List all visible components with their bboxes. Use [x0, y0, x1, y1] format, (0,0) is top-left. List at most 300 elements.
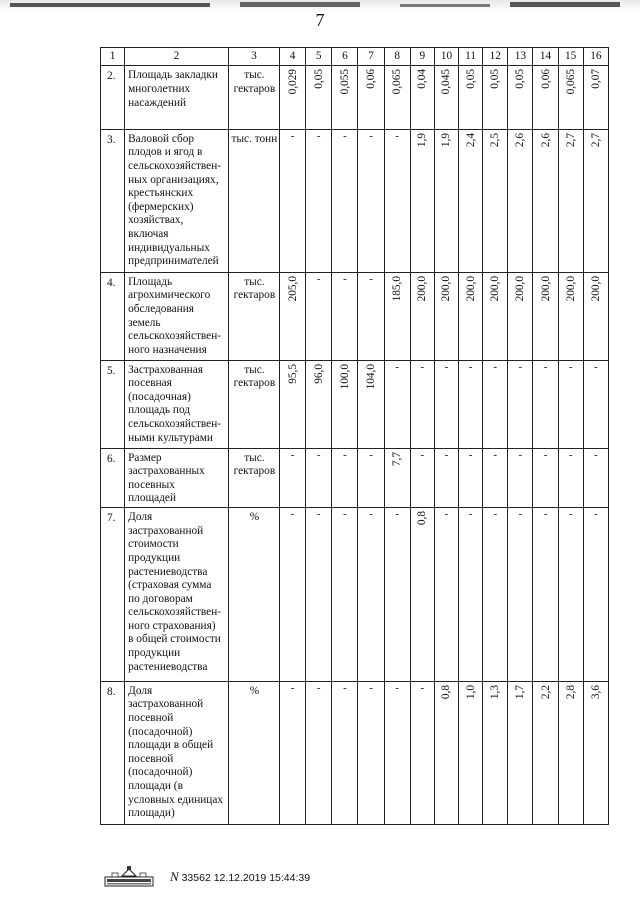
indicator-name [125, 66, 229, 129]
indicator-name-line: индивидуальных [128, 241, 210, 254]
doc-time: 15:44:39 [269, 872, 311, 884]
doc-date: 12.12.2019 [213, 872, 267, 884]
value-cell [483, 66, 508, 129]
dash-value: - [369, 272, 373, 285]
year-value: 0,04 [416, 69, 429, 90]
value-cell [332, 272, 358, 360]
value-cell [459, 508, 483, 682]
indicator-name-line: сельскохозяйствен- [128, 606, 222, 619]
unit-line: тыс. [244, 69, 265, 82]
indicator-name [125, 272, 229, 360]
table-row [101, 448, 609, 508]
header-cell: 5 [306, 48, 332, 66]
value-cell [583, 448, 608, 508]
year-value: 0,065 [391, 69, 404, 95]
scan-artifact [400, 4, 490, 7]
value-cell [434, 681, 458, 824]
table-row [101, 508, 609, 682]
year-value: 200,0 [440, 275, 453, 302]
indicator-name-line: ного страхования) [128, 619, 216, 632]
unit-line: тыс. тонн [231, 132, 278, 145]
indicator-name-line: продукции [128, 551, 181, 564]
value-cell [459, 66, 483, 129]
value-cell [332, 448, 358, 508]
value-cell [508, 360, 533, 448]
indicator-name-line: (страховая сумма [128, 579, 212, 592]
value-cell [508, 508, 533, 682]
indicator-name-line: Размер [128, 451, 162, 464]
value-cell [384, 681, 410, 824]
value-cell [280, 129, 306, 272]
indicator-name-line: (посадочной) [128, 725, 193, 738]
indicator-name-line: площади (в [128, 780, 183, 793]
number-mark: N [170, 869, 179, 884]
unit-line: гектаров [233, 377, 276, 390]
table-row [101, 129, 609, 272]
value-cell [508, 66, 533, 129]
value-cell [483, 272, 508, 360]
year-value: 0,029 [286, 69, 299, 95]
indicator-name-line: ного назначения [128, 343, 207, 356]
unit-cell [228, 448, 279, 508]
indicator-name-line: площади) [128, 807, 175, 820]
table-row [101, 360, 609, 448]
value-cell [558, 681, 583, 824]
row-number: 8. [101, 681, 125, 824]
dash-value: - [290, 508, 295, 521]
year-value: 7,7 [391, 451, 404, 466]
year-value: 100,0 [338, 363, 351, 390]
unit-cell [228, 129, 279, 272]
value-cell [410, 360, 434, 448]
dash-value: - [518, 360, 523, 373]
unit-line: тыс. [244, 275, 265, 288]
year-value: 95,5 [286, 363, 299, 384]
year-value: 2,4 [464, 132, 477, 147]
indicator-name-line: хозяйствах, [128, 214, 184, 227]
value-cell [280, 66, 306, 129]
header-cell: 16 [583, 48, 608, 66]
value-cell [508, 448, 533, 508]
year-value: 200,0 [589, 275, 602, 302]
row-number: 6. [101, 448, 125, 508]
indicator-name-line: условных единицах [128, 793, 223, 806]
year-value: 2,7 [564, 132, 577, 147]
unit-cell [228, 272, 279, 360]
header-cell: 15 [558, 48, 583, 66]
year-value: 1,3 [489, 684, 502, 699]
value-cell [358, 272, 384, 360]
year-value: 3,6 [589, 684, 602, 699]
unit-cell [228, 66, 279, 129]
dash-value: - [568, 448, 573, 461]
indicator-name-line: ными культурами [128, 431, 213, 444]
value-cell [434, 508, 458, 682]
value-cell [533, 129, 558, 272]
registration-stamp [170, 869, 310, 885]
year-value: 2,8 [564, 684, 577, 699]
unit-cell [228, 508, 279, 682]
value-cell [533, 681, 558, 824]
value-cell [533, 448, 558, 508]
value-cell [280, 448, 306, 508]
year-value: 1,9 [440, 132, 453, 147]
header-cell: 3 [228, 48, 279, 66]
indicator-name-line: сельскохозяйствен- [128, 159, 222, 172]
indicator-name-line: земель [128, 316, 161, 329]
value-cell [306, 360, 332, 448]
value-cell [558, 360, 583, 448]
value-cell [358, 66, 384, 129]
value-cell [332, 508, 358, 682]
year-value: 2,2 [539, 684, 552, 699]
indicator-name-line: насаждений [128, 96, 187, 109]
indicator-name [125, 448, 229, 508]
page-number: 7 [315, 10, 325, 30]
row-number: 5. [101, 360, 125, 448]
unit-line: гектаров [233, 82, 276, 95]
value-cell [459, 681, 483, 824]
value-cell [558, 129, 583, 272]
indicator-name-line: застрахованной [128, 524, 204, 537]
dash-value: - [468, 508, 473, 521]
dash-value: - [444, 448, 449, 461]
value-cell [583, 129, 608, 272]
row-number: 7. [101, 508, 125, 682]
indicator-name-line: площадей [128, 492, 176, 505]
table-row [101, 272, 609, 360]
value-cell [483, 129, 508, 272]
year-value: 0,06 [365, 69, 378, 90]
dash-value: - [316, 448, 321, 461]
header-cell: 7 [358, 48, 384, 66]
year-value: 200,0 [564, 275, 577, 302]
value-cell [533, 508, 558, 682]
year-value: 0,07 [589, 69, 602, 90]
dash-value: - [316, 681, 321, 694]
value-cell [280, 360, 306, 448]
header-cell: 11 [459, 48, 483, 66]
dash-value: - [543, 448, 548, 461]
indicator-name-line: Площадь [128, 275, 173, 288]
year-value: 0,05 [514, 69, 527, 90]
indicator-name-line: в общей стоимости [128, 633, 221, 646]
row-number: 2. [101, 66, 125, 129]
indicator-name-line: площади в общей [128, 739, 214, 752]
year-value: 0,8 [440, 684, 453, 699]
value-cell [434, 360, 458, 448]
indicator-name-line: (посадочная) [128, 390, 191, 403]
value-cell [332, 360, 358, 448]
scan-artifact [10, 3, 210, 7]
value-cell [558, 508, 583, 682]
value-cell [410, 448, 434, 508]
year-value: 2,5 [489, 132, 502, 147]
value-cell [483, 508, 508, 682]
unit-line: % [249, 511, 260, 524]
unit-cell [228, 681, 279, 824]
year-value: 2,7 [589, 132, 602, 147]
dash-value: - [369, 681, 373, 694]
value-cell [410, 66, 434, 129]
year-value: 205,0 [286, 275, 299, 302]
value-cell [583, 360, 608, 448]
year-value: 2,6 [539, 132, 552, 147]
unit-line: гектаров [233, 289, 276, 302]
dash-value: - [395, 681, 400, 694]
value-cell [410, 681, 434, 824]
header-cell: 13 [508, 48, 533, 66]
value-cell [434, 272, 458, 360]
value-cell [410, 129, 434, 272]
dash-value: - [290, 681, 295, 694]
dash-value: - [568, 360, 573, 373]
indicator-name-line: застрахованной [128, 698, 204, 711]
dash-value: - [420, 360, 425, 373]
value-cell [306, 448, 332, 508]
value-cell [459, 448, 483, 508]
value-cell [306, 66, 332, 129]
indicator-name-line: Площадь закладки [128, 69, 218, 82]
indicator-name-line: агрохимического [128, 289, 211, 302]
header-cell: 10 [434, 48, 458, 66]
indicator-name-line: застрахованных [128, 465, 205, 478]
indicator-name-line: посевных [128, 478, 175, 491]
header-cell: 4 [280, 48, 306, 66]
indicator-name [125, 681, 229, 824]
year-value: 200,0 [416, 275, 429, 302]
header-cell: 14 [533, 48, 558, 66]
indicator-name-line: посевной [128, 752, 174, 765]
value-cell [483, 448, 508, 508]
year-value: 96,0 [312, 363, 325, 384]
value-cell [459, 272, 483, 360]
value-cell [583, 66, 608, 129]
year-value: 200,0 [539, 275, 552, 302]
dash-value: - [543, 360, 548, 373]
value-cell [558, 66, 583, 129]
header-cell: 12 [483, 48, 508, 66]
header-cell: 1 [101, 48, 125, 66]
dash-value: - [420, 448, 425, 461]
unit-line: гектаров [233, 465, 276, 478]
year-value: 200,0 [514, 275, 527, 302]
dash-value: - [343, 272, 347, 285]
indicator-name-line: растениеводства [128, 565, 208, 578]
value-cell [280, 681, 306, 824]
dash-value: - [395, 129, 400, 142]
dash-value: - [444, 508, 449, 521]
year-value: 0,05 [312, 69, 325, 90]
dash-value: - [343, 448, 347, 461]
indicator-name-line: Валовой сбор [128, 132, 195, 145]
dash-value: - [444, 360, 449, 373]
value-cell [410, 508, 434, 682]
header-cell: 2 [125, 48, 229, 66]
dash-value: - [369, 129, 373, 142]
unit-line: % [249, 684, 260, 697]
value-cell [434, 448, 458, 508]
value-cell [358, 448, 384, 508]
value-cell [434, 66, 458, 129]
value-cell [358, 129, 384, 272]
scan-artifact [510, 2, 620, 7]
year-value: 185,0 [391, 275, 404, 302]
indicator-name-line: многолетних [128, 82, 191, 95]
dash-value: - [343, 129, 347, 142]
dash-value: - [468, 448, 473, 461]
dash-value: - [316, 272, 321, 285]
dash-value: - [518, 508, 523, 521]
unit-line: тыс. [244, 363, 265, 376]
dash-value: - [468, 360, 473, 373]
value-cell [508, 129, 533, 272]
dash-value: - [543, 508, 548, 521]
value-cell [384, 448, 410, 508]
indicator-name-line: посевной [128, 712, 174, 725]
dash-value: - [594, 360, 598, 373]
indicator-name-line: (фермерских) [128, 200, 194, 213]
year-value: 1,0 [464, 684, 477, 699]
row-number: 3. [101, 129, 125, 272]
dash-value: - [594, 448, 598, 461]
value-cell [358, 681, 384, 824]
value-cell [384, 66, 410, 129]
dash-value: - [316, 129, 321, 142]
value-cell [306, 272, 332, 360]
value-cell [280, 508, 306, 682]
indicator-name-line: (посадочной) [128, 766, 193, 779]
indicator-name-line: включая [128, 227, 169, 240]
indicator-table [100, 47, 609, 825]
value-cell [332, 129, 358, 272]
indicator-name-line: Доля [128, 684, 153, 697]
value-cell [358, 360, 384, 448]
indicator-name-line: растениеводства [128, 660, 208, 673]
indicator-name-line: по договорам [128, 592, 193, 605]
year-value: 1,7 [514, 684, 527, 699]
value-cell [306, 508, 332, 682]
value-cell [508, 681, 533, 824]
value-cell [583, 272, 608, 360]
dash-value: - [369, 448, 373, 461]
year-value: 0,055 [338, 69, 351, 95]
unit-cell [228, 360, 279, 448]
indicator-name [125, 360, 229, 448]
dash-value: - [395, 508, 400, 521]
value-cell [508, 272, 533, 360]
value-cell [358, 508, 384, 682]
year-value: 200,0 [464, 275, 477, 302]
value-cell [583, 681, 608, 824]
value-cell [384, 272, 410, 360]
header-cell: 8 [384, 48, 410, 66]
value-cell [583, 508, 608, 682]
value-cell [280, 272, 306, 360]
year-value: 0,06 [539, 69, 552, 90]
indicator-name-line: стоимости [128, 538, 179, 551]
dash-value: - [343, 508, 347, 521]
row-number: 4. [101, 272, 125, 360]
dash-value: - [420, 681, 425, 694]
value-cell [483, 681, 508, 824]
dash-value: - [493, 508, 498, 521]
value-cell [533, 360, 558, 448]
value-cell [459, 129, 483, 272]
scan-artifact [240, 2, 360, 7]
year-value: 0,8 [416, 511, 429, 526]
value-cell [306, 681, 332, 824]
publication-seal-icon [104, 865, 154, 887]
dash-value: - [493, 360, 498, 373]
year-value: 0,065 [564, 69, 577, 95]
dash-value: - [290, 129, 295, 142]
table-row [101, 681, 609, 824]
indicator-name-line: посевная [128, 377, 172, 390]
value-cell [558, 272, 583, 360]
value-cell [533, 272, 558, 360]
indicator-name-line: сельскохозяйствен- [128, 418, 222, 430]
indicator-name-line: площадь под [128, 404, 191, 417]
indicator-name-line: сельскохозяйствен- [128, 330, 222, 343]
indicator-name [125, 508, 229, 682]
indicator-name-line: обследования [128, 302, 194, 315]
indicator-name-line: крестьянских [128, 187, 194, 200]
doc-number: 33562 [181, 872, 211, 884]
value-cell [533, 66, 558, 129]
value-cell [384, 508, 410, 682]
year-value: 0,045 [440, 69, 453, 95]
indicator-name [125, 129, 229, 272]
indicator-name-line: продукции [128, 647, 181, 660]
header-cell: 9 [410, 48, 434, 66]
header-row [101, 48, 609, 66]
value-cell [332, 66, 358, 129]
dash-value: - [493, 448, 498, 461]
year-value: 200,0 [489, 275, 502, 302]
dash-value: - [290, 448, 295, 461]
year-value: 1,9 [416, 132, 429, 147]
year-value: 2,6 [514, 132, 527, 147]
year-value: 0,05 [464, 69, 477, 90]
year-value: 0,05 [489, 69, 502, 90]
dash-value: - [343, 681, 347, 694]
dash-value: - [518, 448, 523, 461]
indicator-name-line: плодов и ягод в [128, 146, 203, 159]
header-cell: 6 [332, 48, 358, 66]
dash-value: - [594, 508, 598, 521]
value-cell [306, 129, 332, 272]
indicator-name-line: Застрахованная [128, 363, 203, 376]
dash-value: - [316, 508, 321, 521]
dash-value: - [568, 508, 573, 521]
value-cell [434, 129, 458, 272]
indicator-name-line: предпринимателей [128, 255, 219, 268]
dash-value: - [395, 360, 400, 373]
dash-value: - [369, 508, 373, 521]
year-value: 104,0 [365, 363, 378, 390]
table-row [101, 66, 609, 129]
value-cell [384, 360, 410, 448]
value-cell [483, 360, 508, 448]
value-cell [410, 272, 434, 360]
value-cell [558, 448, 583, 508]
value-cell [332, 681, 358, 824]
indicator-name-line: Доля [128, 511, 153, 524]
indicator-name-line: ных организациях, [128, 173, 219, 186]
value-cell [459, 360, 483, 448]
value-cell [384, 129, 410, 272]
